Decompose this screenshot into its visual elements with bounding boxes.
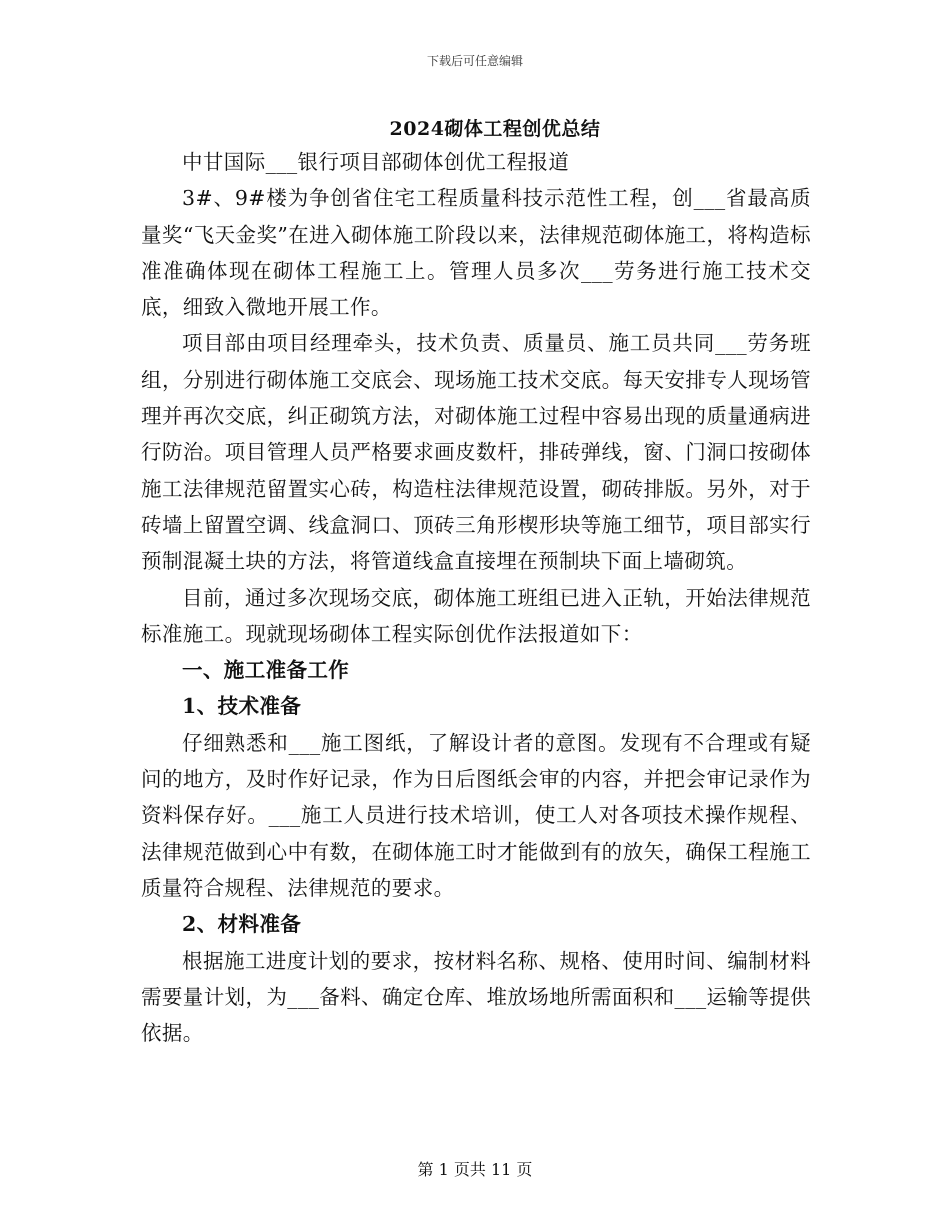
paragraph-current-status: 目前，通过多次现场交底，砌体施工班组已进入正轨，开始法律规范标准施工。现就现场砌体工程实际创优作法报道如下： [141,585,811,646]
paragraph-intro: 3#、9#楼为争创省住宅工程质量科技示范性工程，创___省最高质量奖“飞天金奖”在进入砌体施工阶段以来，法律规范砌体施工，将构造标准准确体现在砌体工程施工上。管理人员多次___劳务进行施工技术交底，细致入微地开展工作。 [141,186,811,320]
document-body [141,144,811,1051]
paragraph-materials: 根据施工进度计划的要求，按材料名称、规格、使用时间、编制材料需要量计划，为___备料、确定仓库、堆放场地所需面积和___运输等提供依据。 [141,948,811,1046]
document-title: 2024砌体工程创优总结 [389,118,601,140]
paragraph-technical: 仔细熟悉和___施工图纸，了解设计者的意图。发现有不合理或有疑问的地方，及时作好记录，作为日后图纸会审的内容，并把会审记录作为资料保存好。___施工人员进行技术培训，使工人对各项技术操作规程、法律规范做到心中有数，在砌体施工时才能做到有的放矢，确保工程施工质量符合规程、法律规范的要求。 [141,730,811,900]
section-heading-preparation: 一、施工准备工作 [182,658,350,683]
paragraph-project-department: 项目部由项目经理牵头，技术负责、质量员、施工员共同___劳务班组，分别进行砌体施工交底会、现场施工技术交底。每天安排专人现场管理并再次交底，纠正砌筑方法，对砌体施工过程中容易出现的质量通病进行防治。项目管理人员严格要求画皮数杆，排砖弹线，窗、门洞口按砌体施工法律规范留置实心砖，构造柱法律规范设置，砌砖排版。另外，对于砖墙上留置空调、线盒洞口、顶砖三角形楔形块等施工细节，项目部实行预制混凝土块的方法，将管道线盒直接埋在预制块下面上墙砌筑。 [141,331,811,574]
subsection-heading-technical: 1、技术准备 [182,694,302,719]
subsection-heading-materials: 2、材料准备 [182,912,302,937]
paragraph-report-line: 中甘国际___银行项目部砌体创优工程报道 [182,150,570,174]
header-note: 下载后可任意编辑 [426,54,523,68]
page-footer: 第 1 页共 11 页 [417,1160,533,1179]
